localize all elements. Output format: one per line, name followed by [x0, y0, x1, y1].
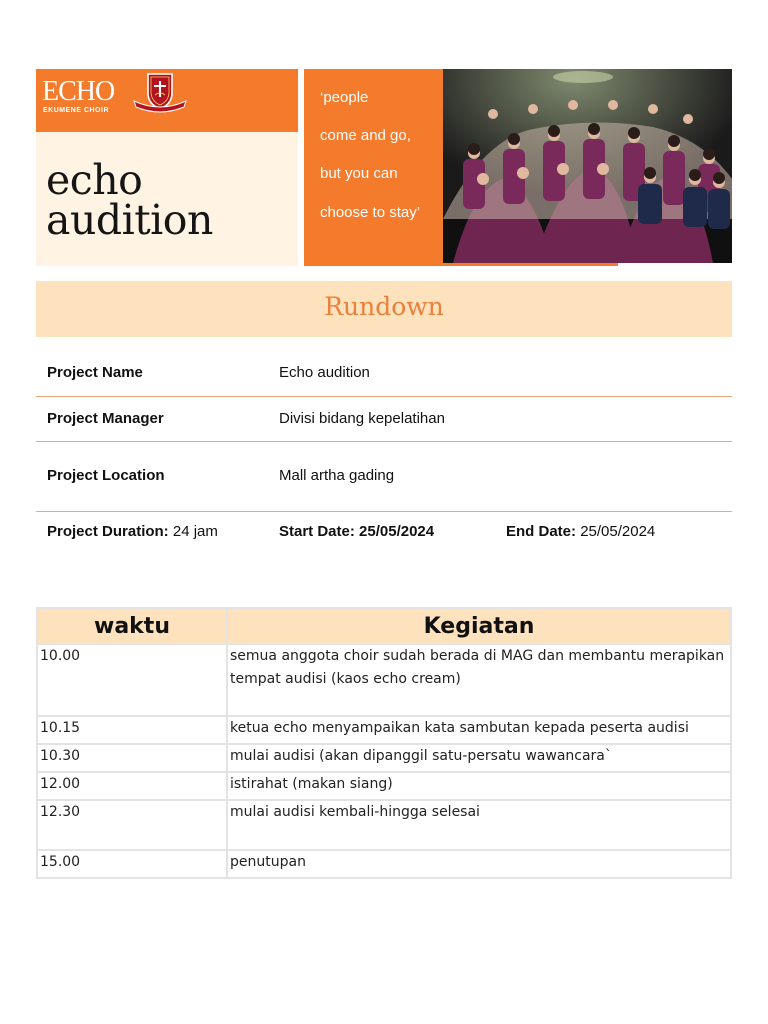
logo-subtitle: EKUMENE CHOIR — [43, 107, 110, 114]
project-duration-value: 24 jam — [172, 523, 218, 540]
activity-cell: mulai audisi kembali-hingga selesai — [227, 800, 731, 850]
project-duration-label: Project Duration: — [47, 523, 169, 540]
rundown-banner — [36, 281, 732, 337]
start-date-label: Start Date: — [279, 523, 355, 540]
table-row — [37, 716, 731, 744]
column-header-kegiatan: Kegiatan — [227, 608, 731, 644]
start-date — [279, 523, 434, 540]
activity-cell: ketua echo menyampaikan kata sambutan kepada peserta audisi — [227, 716, 731, 744]
project-duration — [47, 523, 218, 540]
project-name-value: Echo audition — [279, 364, 370, 381]
title-line-1: echo — [46, 156, 143, 204]
time-cell: 12.00 — [37, 772, 227, 800]
end-date-label: End Date: — [506, 523, 577, 540]
table-row — [37, 744, 731, 772]
university-crest-icon — [132, 71, 188, 113]
project-manager-label: Project Manager — [47, 410, 164, 427]
activity-cell: istirahat (makan siang) — [227, 772, 731, 800]
time-cell: 10.30 — [37, 744, 227, 772]
activity-cell: mulai audisi (akan dipanggil satu-persatu wawancara` — [227, 744, 731, 772]
table-header-row — [37, 608, 731, 644]
start-date-value: 25/05/2024 — [359, 523, 435, 540]
quote-line-1: ‘people — [320, 89, 369, 106]
quote-line-2: come and go, — [320, 127, 411, 144]
brand-bar — [36, 69, 298, 132]
logo-wordmark: ECHO — [42, 76, 115, 107]
project-location-label: Project Location — [47, 467, 165, 484]
time-cell: 10.15 — [37, 716, 227, 744]
activity-cell: penutupan — [227, 850, 731, 878]
project-location-value: Mall artha gading — [279, 467, 395, 484]
time-cell: 10.00 — [37, 644, 227, 716]
quote-line-4: choose to stay’ — [320, 204, 421, 221]
title-line-2: audition — [46, 196, 213, 244]
table-row — [37, 772, 731, 800]
column-header-waktu: waktu — [37, 608, 227, 644]
page-title — [46, 156, 213, 244]
end-date-value: 25/05/2024 — [580, 523, 656, 540]
time-cell: 15.00 — [37, 850, 227, 878]
project-name-label: Project Name — [47, 364, 143, 381]
rundown-title: Rundown — [324, 292, 444, 321]
project-manager-value: Divisi bidang kepelatihan — [279, 410, 445, 427]
activity-cell: semua anggota choir sudah berada di MAG dan membantu merapikan tempat audisi (kaos echo cream) — [227, 644, 731, 716]
divider — [36, 441, 732, 442]
end-date — [506, 523, 655, 540]
time-cell: 12.30 — [37, 800, 227, 850]
title-panel — [36, 132, 298, 266]
choir-group-photo — [443, 69, 732, 263]
table-row — [37, 850, 731, 878]
echo-logo — [42, 77, 124, 117]
table-row — [37, 800, 731, 850]
quote-line-3: but you can — [320, 165, 398, 182]
table-row — [37, 644, 731, 716]
divider — [36, 511, 732, 512]
schedule-table — [36, 607, 732, 879]
divider — [36, 396, 732, 397]
